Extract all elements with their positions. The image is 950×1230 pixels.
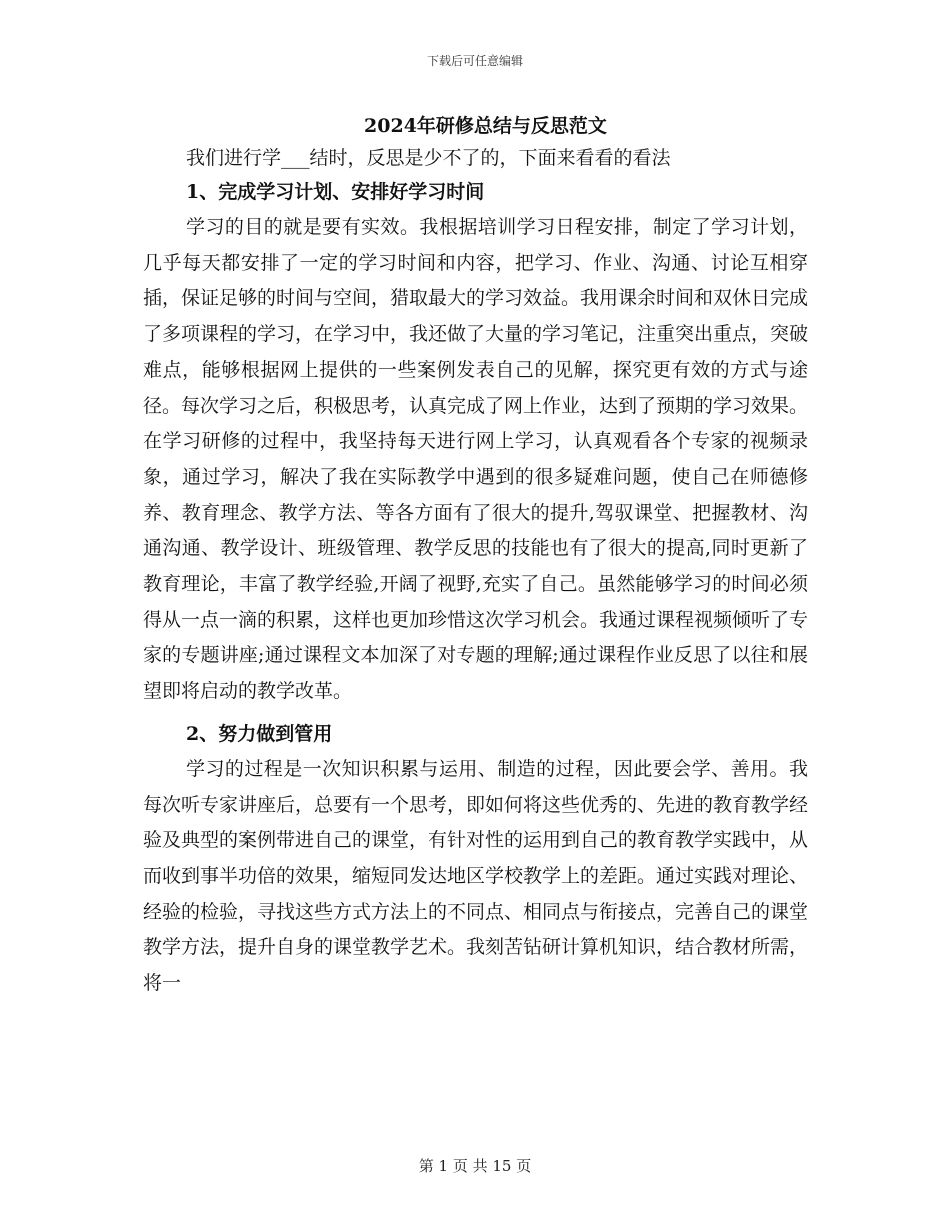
section-heading-1: 1、完成学习计划、安排好学习时间	[186, 181, 485, 203]
section-paragraph-1: 学习的目的就是要有实效。我根据培训学习日程安排，制定了学习计划，几乎每天都安排了一定的学习时间和内容，把学习、作业、沟通、讨论互相穿插，保证足够的时间与空间，猎取最大的学习效益。我用课余时间和双休日完成了多项课程的学习，在学习中，我还做了大量的学习笔记，注重突出重点，突破难点，能够根据网上提供的一些案例发表自己的见解，探究更有效的方式与途径。每次学习之后，积极思考，认真完成了网上作业，达到了预期的学习效果。在学习研修的过程中，我坚持每天进行网上学习，认真观看各个专家的视频录象，通过学习，解决了我在实际教学中遇到的很多疑难问题，使自己在师德修养、教育理念、教学方法、等各方面有了很大的提升,驾驭课堂、把握教材、沟通沟通、教学设计、班级管理、教学反思的技能也有了很大的提高,同时更新了教育理论，丰富了教学经验,开阔了视野,充实了自己。虽然能够学习的时间必须得从一点一滴的积累，这样也更加珍惜这次学习机会。我通过课程视频倾听了专家的专题讲座;通过课程文本加深了对专题的理解;通过课程作业反思了以往和展望即将启动的教学改革。	[143, 216, 809, 703]
section-paragraph-2: 学习的过程是一次知识积累与运用、制造的过程，因此要会学、善用。我每次听专家讲座后，总要有一个思考，即如何将这些优秀的、先进的教育教学经验及典型的案例带进自己的课堂，有针对性的运用到自己的教育教学实践中，从而收到事半功倍的效果，缩短同发达地区学校教学上的差距。通过实践对理论、经验的检验，寻找这些方式方法上的不同点、相同点与衔接点，完善自己的课堂教学方法，提升自身的课堂教学艺术。我刻苦钻研计算机知识，结合教材所需，将一	[143, 757, 809, 995]
section-heading-2: 2、努力做到管用	[186, 722, 333, 745]
document-body	[143, 110, 808, 1002]
document-title: 2024年研修总结与反思范文	[364, 115, 607, 137]
page-number: 第 1 页 共 15 页	[418, 1157, 532, 1175]
header-note: 下载后可任意编辑	[426, 54, 523, 68]
intro-paragraph: 我们进行学___结时，反思是少不了的，下面来看看的看法	[186, 147, 671, 169]
